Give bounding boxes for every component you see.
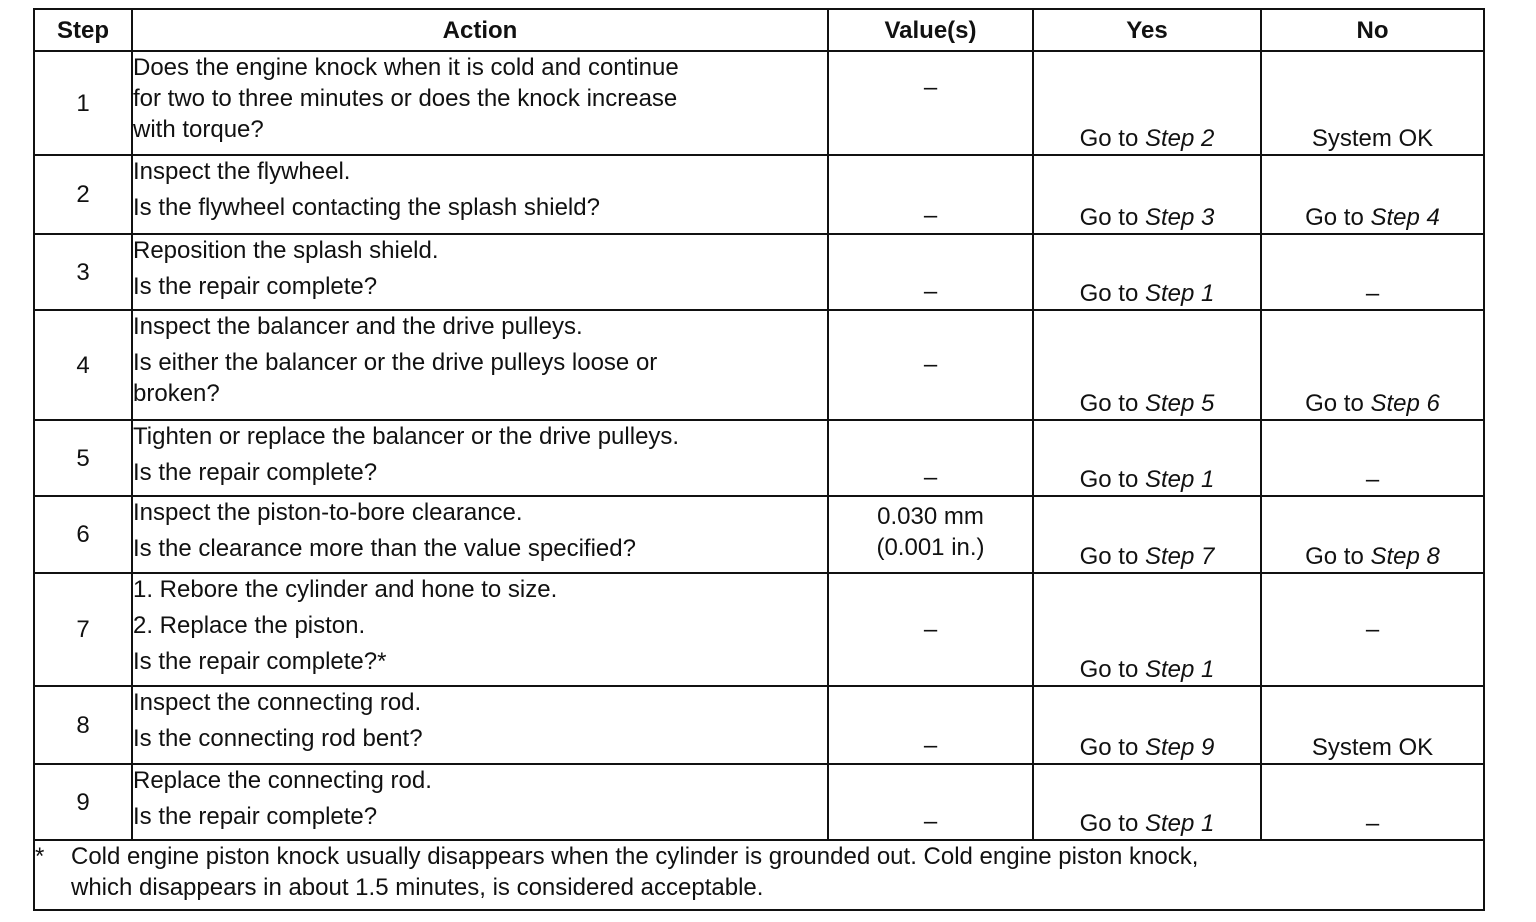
action-line: Is the repair complete?* bbox=[133, 648, 387, 675]
action-cell bbox=[132, 496, 828, 573]
action-line: Is either the balancer or the drive pulleys loose or bbox=[133, 349, 658, 376]
step-number: 5 bbox=[34, 420, 132, 496]
value-cell bbox=[828, 420, 1033, 496]
table-row bbox=[34, 764, 1484, 840]
footnote bbox=[35, 841, 1483, 903]
no-cell bbox=[1261, 420, 1484, 496]
no-step-ref: Step 8 bbox=[1370, 543, 1440, 570]
footnote-mark: * bbox=[35, 843, 45, 870]
action-line: Inspect the connecting rod. bbox=[133, 689, 422, 716]
no-prefix: – bbox=[1365, 810, 1380, 837]
value-cell bbox=[828, 155, 1033, 234]
no-cell bbox=[1261, 496, 1484, 573]
yes-step-ref: Step 3 bbox=[1144, 204, 1215, 231]
yes-step-ref: Step 1 bbox=[1144, 810, 1215, 837]
yes-prefix: Go to bbox=[1079, 810, 1145, 837]
step-number: 3 bbox=[34, 234, 132, 310]
no-prefix: – bbox=[1365, 280, 1380, 307]
no-cell bbox=[1261, 764, 1484, 840]
yes-prefix: Go to bbox=[1079, 543, 1145, 570]
table-row bbox=[34, 420, 1484, 496]
footnote-row bbox=[34, 840, 1484, 910]
action-line: Inspect the balancer and the drive pulleys. bbox=[133, 313, 583, 340]
footnote-line: Cold engine piston knock usually disappears when the cylinder is grounded out. Cold engine piston knock, bbox=[71, 843, 1199, 870]
value-text: (0.001 in.) bbox=[876, 534, 985, 561]
yes-cell bbox=[1033, 155, 1261, 234]
no-cell bbox=[1261, 155, 1484, 234]
yes-step-ref: Step 9 bbox=[1144, 734, 1215, 761]
step-number: 8 bbox=[34, 686, 132, 764]
value-cell bbox=[828, 764, 1033, 840]
action-line: with torque? bbox=[133, 116, 264, 143]
no-prefix: – bbox=[1365, 616, 1380, 643]
header-row bbox=[34, 9, 1484, 51]
action-cell bbox=[132, 234, 828, 310]
no-prefix: Go to bbox=[1305, 543, 1371, 570]
value-cell bbox=[828, 686, 1033, 764]
table-row bbox=[34, 686, 1484, 764]
table-row bbox=[34, 51, 1484, 155]
action-line: 1. Rebore the cylinder and hone to size. bbox=[133, 576, 558, 603]
no-prefix: Go to bbox=[1305, 390, 1371, 417]
action-line: Does the engine knock when it is cold and continue bbox=[133, 54, 679, 81]
action-line: 2. Replace the piston. bbox=[133, 612, 366, 639]
no-cell bbox=[1261, 573, 1484, 686]
action-cell bbox=[132, 51, 828, 155]
action-line: Is the flywheel contacting the splash shield? bbox=[133, 194, 600, 221]
yes-step-ref: Step 5 bbox=[1144, 390, 1215, 417]
value-cell bbox=[828, 310, 1033, 420]
value-text: – bbox=[923, 616, 938, 643]
yes-cell bbox=[1033, 573, 1261, 686]
step-number: 4 bbox=[34, 310, 132, 420]
yes-prefix: Go to bbox=[1079, 280, 1145, 307]
value-cell bbox=[828, 51, 1033, 155]
step-number: 7 bbox=[34, 573, 132, 686]
diagnostic-table-sheet bbox=[33, 8, 1483, 910]
action-line: Is the connecting rod bent? bbox=[133, 725, 423, 752]
action-cell bbox=[132, 310, 828, 420]
value-text: – bbox=[923, 808, 938, 835]
value-cell bbox=[828, 234, 1033, 310]
table-row bbox=[34, 496, 1484, 573]
header-step: Step bbox=[34, 9, 132, 51]
action-line: Inspect the flywheel. bbox=[133, 158, 351, 185]
table-row bbox=[34, 310, 1484, 420]
action-line: for two to three minutes or does the knock increase bbox=[133, 85, 678, 112]
table-row bbox=[34, 234, 1484, 310]
yes-cell bbox=[1033, 310, 1261, 420]
header-yes: Yes bbox=[1033, 9, 1261, 51]
no-cell bbox=[1261, 234, 1484, 310]
yes-prefix: Go to bbox=[1079, 466, 1145, 493]
value-cell bbox=[828, 496, 1033, 573]
no-prefix: System OK bbox=[1311, 734, 1434, 761]
action-cell bbox=[132, 155, 828, 234]
action-cell bbox=[132, 764, 828, 840]
value-text: – bbox=[923, 732, 938, 759]
yes-step-ref: Step 1 bbox=[1144, 656, 1215, 683]
table-row bbox=[34, 155, 1484, 234]
step-number: 2 bbox=[34, 155, 132, 234]
header-action: Action bbox=[132, 9, 828, 51]
action-cell bbox=[132, 420, 828, 496]
action-cell bbox=[132, 573, 828, 686]
yes-cell bbox=[1033, 686, 1261, 764]
no-cell bbox=[1261, 51, 1484, 155]
yes-prefix: Go to bbox=[1079, 125, 1145, 152]
no-prefix: – bbox=[1365, 466, 1380, 493]
yes-prefix: Go to bbox=[1079, 734, 1145, 761]
no-cell bbox=[1261, 686, 1484, 764]
no-cell bbox=[1261, 310, 1484, 420]
footnote-text bbox=[71, 841, 1483, 903]
action-line: Tighten or replace the balancer or the drive pulleys. bbox=[133, 423, 680, 450]
yes-prefix: Go to bbox=[1079, 390, 1145, 417]
yes-step-ref: Step 1 bbox=[1144, 466, 1215, 493]
action-cell bbox=[132, 686, 828, 764]
step-number: 9 bbox=[34, 764, 132, 840]
no-prefix: Go to bbox=[1305, 204, 1371, 231]
value-text: – bbox=[923, 202, 938, 229]
action-line: Is the repair complete? bbox=[133, 273, 378, 300]
no-prefix: System OK bbox=[1311, 125, 1434, 152]
value-cell bbox=[828, 573, 1033, 686]
yes-prefix: Go to bbox=[1079, 656, 1145, 683]
step-number: 1 bbox=[34, 51, 132, 155]
yes-cell bbox=[1033, 496, 1261, 573]
value-text: – bbox=[923, 74, 938, 101]
value-text: – bbox=[923, 278, 938, 305]
diagnostic-table bbox=[33, 8, 1485, 911]
action-line: Is the repair complete? bbox=[133, 803, 378, 830]
no-step-ref: Step 4 bbox=[1370, 204, 1440, 231]
yes-prefix: Go to bbox=[1079, 204, 1145, 231]
header-values: Value(s) bbox=[828, 9, 1033, 51]
yes-step-ref: Step 2 bbox=[1144, 125, 1215, 152]
no-step-ref: Step 6 bbox=[1370, 390, 1440, 417]
value-text: 0.030 mm bbox=[877, 503, 984, 530]
yes-cell bbox=[1033, 234, 1261, 310]
value-text: – bbox=[923, 351, 938, 378]
yes-cell bbox=[1033, 51, 1261, 155]
action-line: Inspect the piston-to-bore clearance. bbox=[133, 499, 523, 526]
table-row bbox=[34, 573, 1484, 686]
yes-step-ref: Step 7 bbox=[1144, 543, 1215, 570]
footnote-line: which disappears in about 1.5 minutes, is considered acceptable. bbox=[71, 874, 764, 901]
action-line: broken? bbox=[133, 380, 220, 407]
step-number: 6 bbox=[34, 496, 132, 573]
footnote-cell bbox=[34, 840, 1484, 910]
action-line: Is the clearance more than the value specified? bbox=[133, 535, 636, 562]
yes-cell bbox=[1033, 420, 1261, 496]
value-text: – bbox=[923, 464, 938, 491]
action-line: Is the repair complete? bbox=[133, 459, 378, 486]
yes-step-ref: Step 1 bbox=[1144, 280, 1215, 307]
action-line: Replace the connecting rod. bbox=[133, 767, 432, 794]
action-line: Reposition the splash shield. bbox=[133, 237, 439, 264]
header-no: No bbox=[1261, 9, 1484, 51]
yes-cell bbox=[1033, 764, 1261, 840]
